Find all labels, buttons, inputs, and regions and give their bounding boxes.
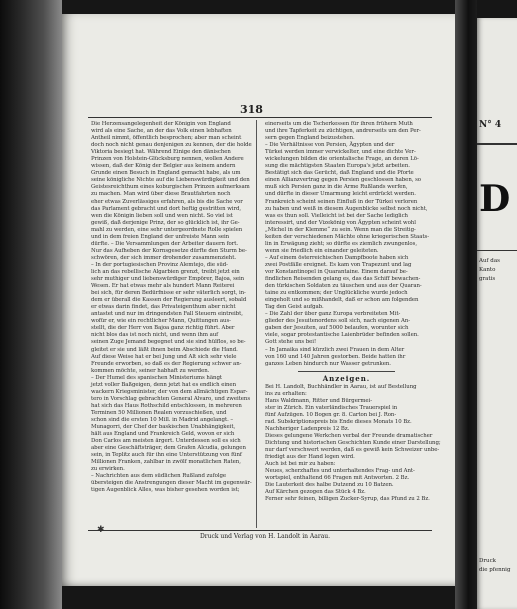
text-line: den türkischen Soldaten zu täuschen und aus der Quaran- xyxy=(265,283,422,290)
text-line: zu machen. Man wird über diese Brautfahrten noch xyxy=(91,191,231,198)
text-line: dürfte. – Die Versammlungen der Arbeiter dauern fort. xyxy=(91,240,239,247)
text-line: zu erwirken. xyxy=(91,466,125,473)
text-line: ins zu erhalten: xyxy=(265,390,307,397)
text-line: Nachheriger Ladenpreis 12 Bz. xyxy=(265,425,350,432)
text-line: Dichtung und historischen Geschichten Kunde einer Darstellung; xyxy=(265,440,441,447)
text-line: interessirt, und der Vizekönig von Ägypten scheint wohl xyxy=(265,219,416,226)
text-line: gleitet er sie und läßt ihnen beim Abschiede die Hand. xyxy=(91,346,238,353)
text-line: Antheil nimmt, öffentlich besprochen; aber man scheint xyxy=(91,135,242,142)
imprint-line: Druck und Verlag von H. Landolt in Aarau. xyxy=(199,533,331,540)
text-line: wickelungen bilden die orientalische Frage, an deren Lö- xyxy=(265,156,419,163)
text-line: – In Jamaika sind kürzlich zwei Frauen in dem Alter xyxy=(265,346,405,353)
text-line: dem er überall die Kassen der Regierung ausleert, sobald xyxy=(91,297,247,304)
text-line: Frankreich scheint seinen Einfluß in der Türkei verloren xyxy=(265,198,418,205)
text-line: kommen möchte, seiner habhaft zu werden. xyxy=(91,367,210,374)
book-binding xyxy=(0,0,62,609)
text-line: Die Herzensangelegenheit der Königin von England xyxy=(91,121,231,127)
text-line: – Auf einem österreichischen Dampfboote haben sich xyxy=(265,254,409,261)
text-line: viele, sogar protestantische Laienbrüder befinden sollen. xyxy=(265,332,419,339)
text-line: – Der Humel des spanischen Ministeriums hängt xyxy=(91,374,222,381)
text-line: – Nachrichten aus dem südlichen Rußland zufolge xyxy=(91,473,227,480)
text-line: antastet und nur im dringendsten Fall Steuern eintreibt, xyxy=(91,311,243,318)
text-line: lin in Erwägung zieht; so dürfte es ziemlich zwungenlos, xyxy=(265,240,418,247)
text-line: wortspiel, enthaltend 66 Fragen mit Antworten. 2 Bz. xyxy=(265,475,410,482)
text-line: Terminen 50 Millionen Realen vorzuschießen, und xyxy=(91,409,227,416)
next-page-text: die pfennig xyxy=(479,567,511,573)
next-page-header: N° 4 xyxy=(479,120,502,130)
text-line: von 160 und 140 Jahren gestorben. Beide hatten ihr xyxy=(265,353,406,360)
text-line: glieder des Jesuitenordens soll sich, nach eigenen An- xyxy=(265,318,411,325)
text-line: Nur das Aufheben der Kornsgesetze dürfte den Sturm be- xyxy=(91,247,247,254)
next-page-text: Kanto xyxy=(479,267,496,273)
text-line: wofür er, wie ein rechtlicher Mann, Quittungen aus- xyxy=(91,318,231,325)
text-line: stellt, die der Herr von Bajoa ganz richtig führt. Aber xyxy=(91,325,235,332)
text-line: Millionen Franken, zahlbar in zwölf monatlichen Raten, xyxy=(91,459,241,466)
column-divider xyxy=(256,120,257,528)
announcements-heading: Anzeigen. xyxy=(322,373,371,383)
next-page-rule-2 xyxy=(477,250,517,251)
text-line: einen Allianzvertrag gegen Persien geschlossen haben, so xyxy=(265,177,421,184)
next-page-rule xyxy=(477,143,517,145)
text-line: jetzt voller Baßgeigen, denn jetzt hat es endlich einen xyxy=(91,381,236,388)
text-line: übersteigen die Anstrengungen dieser Macht im gegenwär- xyxy=(91,480,252,487)
text-line: wissen, daß der König der Belgier aus keinem andern xyxy=(91,163,236,170)
footer-rule xyxy=(88,530,432,531)
text-line: Gott stehe uns bei! xyxy=(265,339,317,346)
text-line: nur darf verschwert werden, daß es gewiß kein Schweizer unbe- xyxy=(265,447,440,454)
text-line: mahl zu werden, eine sehr untergeordnete Rolle spielen xyxy=(91,226,243,233)
text-line: hält aus England und Frankreich Geld, wovon er sich xyxy=(91,431,235,438)
text-line: sein, in Teplitz auch für ihn eine Unterstützung von fünf xyxy=(91,452,242,459)
next-page-text: Auf das xyxy=(479,258,500,264)
text-line: ster in Zürich. Ein vaterländisches Trauerspiel in xyxy=(265,404,398,411)
text-line: – In der portugiesischen Provinz Alemtejo, die süd- xyxy=(91,261,228,268)
text-line: und in dem freien England der unfreiste Mann sein xyxy=(91,233,230,240)
text-line: was es thun soll. Vielleicht ist bei der Sache lediglich xyxy=(265,212,408,219)
text-line: rad. Subskriptionspreis bis Ende dieses Monats 10 Bz. xyxy=(265,418,412,425)
text-line: doch noch nicht genau denjenigen zu kennen, der die holde xyxy=(91,142,252,149)
text-line: wenn sie friedlich ein einander geleiteten. xyxy=(265,247,379,254)
header-rule xyxy=(88,117,432,118)
text-line: eingeholt und so mißhandelt, daß er schon am folgenden xyxy=(265,297,419,304)
text-line: Auf diese Weise hat er bei Jung und Alt sich sehr viele xyxy=(91,353,237,360)
section-rule xyxy=(298,371,396,372)
text-line: fünf Aufzügen. 10 Bogen gr. 8. Carton bei J. Ron- xyxy=(265,411,397,418)
text-line: Dieses gelungene Werkchen verbal der Freunde dramatischer xyxy=(265,433,433,440)
next-page-initial: D xyxy=(479,178,511,220)
text-line: Prinzen von Holstein-Glücksburg nennen, wollen Andere xyxy=(91,156,244,163)
text-line: Ferner sehr feinen, billigen Zucker-Syrup, das Pfund zu 2 Bz. xyxy=(265,496,430,503)
text-line: wackern Kriegsminister, der von dem allmächtigen Espar- xyxy=(91,388,248,395)
text-line: Bei H. Landolt, Buchhändler in Aarau, ist auf Bestellung xyxy=(265,383,417,390)
text-line: seinen Zuge Jemand begegnet und sie sind hülflos, so be- xyxy=(91,339,246,346)
text-line: Auf Kärchen gezogen das Stück 4 Bz. xyxy=(265,489,366,496)
text-line: nicht blos das ist noch nicht, und wenn ihm auf xyxy=(91,332,219,339)
page-number: 318 xyxy=(240,103,263,116)
text-line: sehr muthiger und liebenswürdiger Empörer, Bajoa, sein xyxy=(91,276,245,283)
text-line: tero in Vorschlag gebrachten General Alvaro, und zweitens xyxy=(91,395,251,402)
text-line: das Parlament gebracht und dort heftig gestritten wird, xyxy=(91,205,242,212)
text-line: eher etwas Zuverlässiges erfahren, als bis die Sache vor xyxy=(91,198,243,205)
text-line: sern gegen England beizustehen. xyxy=(265,135,355,142)
text-line: muß sich Persien ganz in die Arme Rußlands werfen, xyxy=(265,184,408,191)
text-line: Die Lauterkeit des halbe Dutzend zu 10 Batzen. xyxy=(265,482,394,489)
text-line: Neues, scherzhaftes und unterhaltendes Frag- und Ant- xyxy=(265,468,415,475)
text-line: vor Konstantinopel in Quarantaine. Einem darauf be- xyxy=(265,268,408,275)
text-line: wird als eine Sache, an der das Volk einen lebhaften xyxy=(91,128,232,135)
text-line: Auch ist bei mir zu haben: xyxy=(265,461,336,468)
text-line: aber eine Geschäftsträger, dem Grafen Alcudia, gelungen xyxy=(91,445,246,452)
text-line: und ihre Tapferkeit zu züchtigen, andrerseits um den Per- xyxy=(265,128,421,135)
next-page-text: Druck xyxy=(479,558,496,564)
text-line: „Michel in der Klemme“ zu sein. Wenn man die Streitig- xyxy=(265,226,416,233)
text-line: einerseits um die Tscherkessen für ihren frühern Muth xyxy=(265,121,413,127)
text-line: taine zu entkommen; der Unglückliche wurde jedoch xyxy=(265,290,408,297)
text-line: seine königliche Nichte auf die Liebenswürdigkeit und den xyxy=(91,177,250,184)
text-line: zwei Postfälle ereignet. Es kam von Trapezunt und lag xyxy=(265,261,412,268)
text-line: findlichen Reisenden gelang es, das das Schiff bewachen- xyxy=(265,276,421,283)
right-column-news xyxy=(265,121,428,368)
text-line: er etwas darin findet, das Privateigenthum aber nicht xyxy=(91,304,236,311)
text-line: Türkei werden immer verwickelter, und eine dichte Ver- xyxy=(265,149,416,156)
text-line: tigen Augenblick Alles, was bisher gesehen worden ist; xyxy=(91,487,240,494)
right-column xyxy=(265,121,441,527)
text-line: schon sind die ersten 10 Mill. in Madrid angelangt. – xyxy=(91,416,234,423)
text-line: lich an das rebellische Algarbien grenzt, treibt jetzt ein xyxy=(91,268,240,275)
text-line: wen die Königin lieben soll und wen nicht. So viel ist xyxy=(91,212,233,219)
text-line: Bestätigt sich das Gerücht, daß England und die Pforte xyxy=(265,170,414,177)
text-line: Hans Waldmann, Ritter und Bürgermei- xyxy=(265,397,373,404)
text-line: Tag den Geist aufgab. xyxy=(265,304,324,311)
text-line: gaben der Jesuiten, auf 5000 belaufen, worunter sich xyxy=(265,325,409,332)
text-line: sung die mächtigsten Staaten Europa's jetzt arbeiten. xyxy=(265,163,410,170)
text-line: und dürfte in dieser Umarmung leicht erdrückt werden. xyxy=(265,191,416,198)
text-line: bei sich, für deren Bedürfnisse er sehr väterlich sorgt, in- xyxy=(91,290,246,297)
text-line: Geistesreichthum eines koburgischen Prinzen aufmerksam xyxy=(91,184,250,191)
announcements-list xyxy=(265,383,441,504)
text-line: – Die Verhältnisse von Persien, Ägypten und der xyxy=(265,142,395,149)
text-line: schwören, der sich immer drohender zusammenzieht. xyxy=(91,254,237,261)
text-line: hat sich das Haus Rothschild entschlossen, in mehreren xyxy=(91,402,242,409)
left-column xyxy=(91,121,254,527)
text-line: Don Carlos am meisten ärgert. Unterdessen soll es sich xyxy=(91,438,241,445)
text-line: Viktoria besiegt hat. Während Einige den dänischen xyxy=(91,149,231,156)
text-line: Wesen. Er hat etwas mehr als hundert Mann Reiterei xyxy=(91,283,235,290)
text-line: Grunde einen Besuch in England gemacht habe, als um xyxy=(91,170,241,177)
text-line: Freunde erworben, so daß es der Regierung schwer an- xyxy=(91,360,242,367)
text-line: keiten der verschiedenen Mächte ohne kriegerischen Staats- xyxy=(265,233,429,240)
text-line: Munagorri, der Chef der baskischen Unabhängigkeit, xyxy=(91,424,236,431)
text-line: – Die Zahl der über ganz Europa verbreiteten Mit- xyxy=(265,311,401,318)
page-gutter xyxy=(455,0,477,609)
text-line: zu haben und weiß in diesem Augenblicke selbst noch nicht, xyxy=(265,205,428,212)
text-line: gewiß, daß derjenige Prinz, der so glücklich ist, ihr Ge- xyxy=(91,219,240,226)
next-page-text: gratis xyxy=(479,276,496,282)
text-line: friedigt aus der Hand legen wird. xyxy=(265,454,355,461)
text-line: ganzes Leben hindurch nur Wasser getrunken. xyxy=(265,360,391,367)
next-page-edge xyxy=(477,18,517,609)
